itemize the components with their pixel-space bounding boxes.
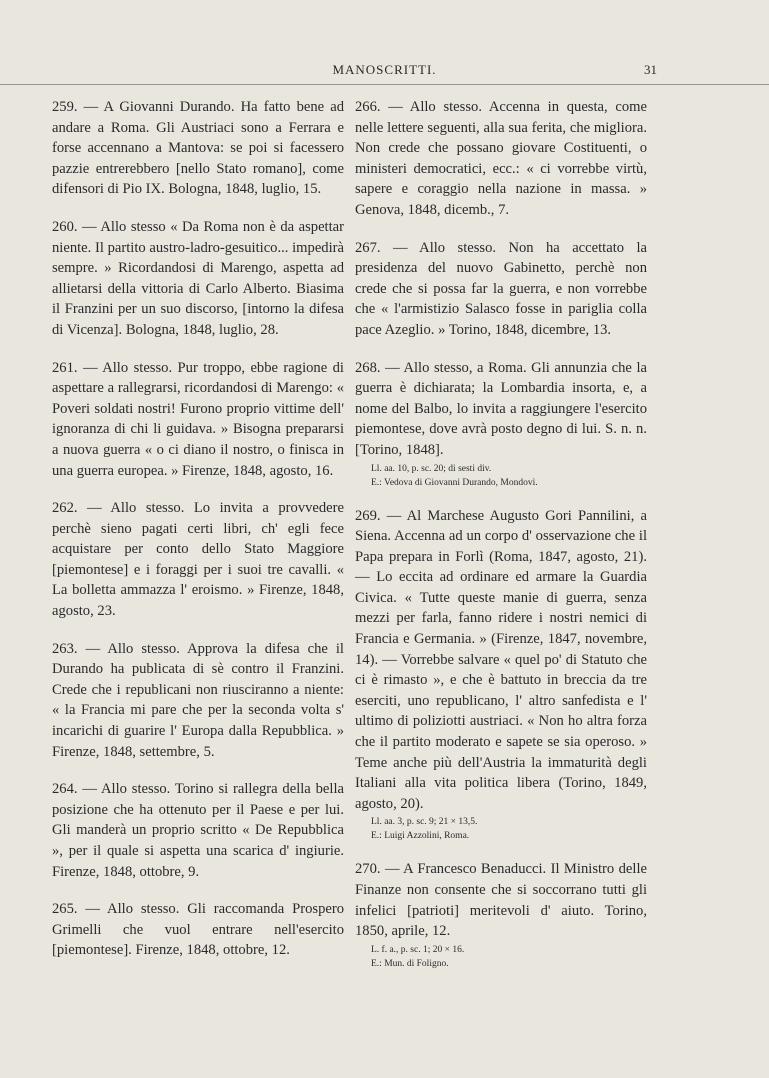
source-note: E.: Vedova di Giovanni Durando, Mondovì. <box>371 477 538 488</box>
entry-270: 270. — A Francesco Benaducci. Il Ministro delle Finanze non consente che si soccorrano tutti gli infelici [patrioti] meritevoli d' aiuto. Torino, 1850, aprile, 12. <box>355 861 647 940</box>
entry-268: 268. — Allo stesso, a Roma. Gli annunzia che la guerra è dichiarata; la Lombardia insorta, e, a nome del Balbo, lo invita a raggiungere l'esercito piemontese, dove avrà posto degno di lui. S. n. n. [Torino, 1848]. <box>355 359 647 458</box>
source-note: Ll. aa. 3, p. sc. 9; 21 × 13,5. <box>371 817 478 828</box>
page-number: 31 <box>644 62 657 77</box>
source-note: Ll. aa. 10, p. sc. 20; di sesti div. <box>371 463 492 474</box>
source-note: E.: Mun. di Foligno. <box>371 958 449 969</box>
entry-262: 262. — Allo stesso. Lo invita a provvedere perchè sieno pagati certi libri, ch' egli fece acquistare per conto dello Stato Maggiore [piemontese] e i foraggi per i suoi tre cavalli. « La bolletta ammazza l' eroismo. » Firenze, 1848, agosto, 23. <box>52 500 344 620</box>
entry-265: 265. — Allo stesso. Gli raccomanda Prospero Grimelli che vuol entrare nell'esercito [piemontese]. Firenze, 1848, ottobre, 12. <box>52 901 344 959</box>
left-column <box>52 97 344 978</box>
running-title: MANOSCRITTI. <box>332 62 437 77</box>
entry-269-block <box>355 506 647 843</box>
right-column <box>355 97 647 987</box>
source-note: L. f. a., p. sc. 1; 20 × 16. <box>371 944 465 955</box>
page-header <box>0 62 769 82</box>
source-note: E.: Luigi Azzolini, Roma. <box>371 831 470 842</box>
entry-266: 266. — Allo stesso. Accenna in questa, come nelle lettere seguenti, alla sua ferita, che migliora. Non crede che possano giovare Costituenti, o ministeri democratici, ecc.: « ci vorrebbe virtù, sapere e coraggio nella nazione in massa. » Genova, 1848, dicemb., 7. <box>355 99 647 218</box>
entry-264: 264. — Allo stesso. Torino si rallegra della bella posizione che ha ottenuto per il Paese e per lui. Gli manderà un proprio scritto « De Repubblica », per il quale si aspetta una scarica d' ingiurie. Firenze, 1848, ottobre, 9. <box>52 781 344 880</box>
entry-263: 263. — Allo stesso. Approva la difesa che il Durando ha publicata di sè contro il Franzini. Crede che i republicani non riusciranno a niente: « la Francia mi pare che per la seconda volta s' incarichi di guarire l' Europa dalla Repubblica. » Firenze, 1848, settembre, 5. <box>52 640 344 760</box>
entry-261: 261. — Allo stesso. Pur troppo, ebbe ragione di aspettare a rallegrarsi, ricordandosi di Marengo: « Poveri soldati nostri! Furono proprio vittime dell' ignoranza di chi li guidava. » Bisogna prepararsi a nuova guerra « o ci diano il nostro, o finisca in una guerra europea. » Firenze, 1848, agosto, 16. <box>52 359 344 479</box>
entry-260: 260. — Allo stesso « Da Roma non è da aspettar niente. Il partito austro-ladro-gesuitico... impedirà sempre. » Ricordandosi di Marengo, aspetta ad allietarsi della vittoria di Carlo Alberto. Biasima il Franzini per un suo discorso, [intorno la difesa di Vicenza]. Bologna, 1848, luglio, 28. <box>52 218 344 338</box>
entry-269: 269. — Al Marchese Augusto Gori Pannilini, a Siena. Accenna ad un corpo d' osservazione che il Papa prepara in Forlì (Roma, 1847, agosto, 21). — Lo eccita ad ordinare ed armare la Guardia Civica. « Tutte queste manie di guerra, senza mezzi per farla, fanno ridere i nostri nemici di Francia e Germania. » (Firenze, 1847, novembre, 14). — Vorrebbe salvare « quel po' di Statuto che ci è rimasto », e che è battuto in breccia da tre eserciti, uno republicano, l' altro sanfedista e l' ultimo di poliziotti austriaci. « Non ho altra forza che il partito moderato e sapete se sia operoso. » Teme anche più dell'Austria la immaturità degli Italiani alla vita politica libera (Torino, 1849, agosto, 20). <box>355 507 647 812</box>
entry-270-block <box>355 859 647 969</box>
entry-268-block <box>355 358 647 489</box>
entry-267: 267. — Allo stesso. Non ha accettato la presidenza del nuovo Gabinetto, perchè non crede che si possa far la guerra, e non vorrebbe che « l'armistizio Salasco fosse in pariglia colla pace Azeglio. » Torino, 1848, dicembre, 13. <box>355 239 647 338</box>
header-rule <box>0 84 769 85</box>
entry-259: 259. — A Giovanni Durando. Ha fatto bene ad andare a Roma. Gli Austriaci sono a Ferrara e forse accennano a Mantova: se poi si facessero pazzie entrerebbero [nello Stato romano], come difensori di Pio IX. Bologna, 1848, luglio, 15. <box>52 99 344 198</box>
